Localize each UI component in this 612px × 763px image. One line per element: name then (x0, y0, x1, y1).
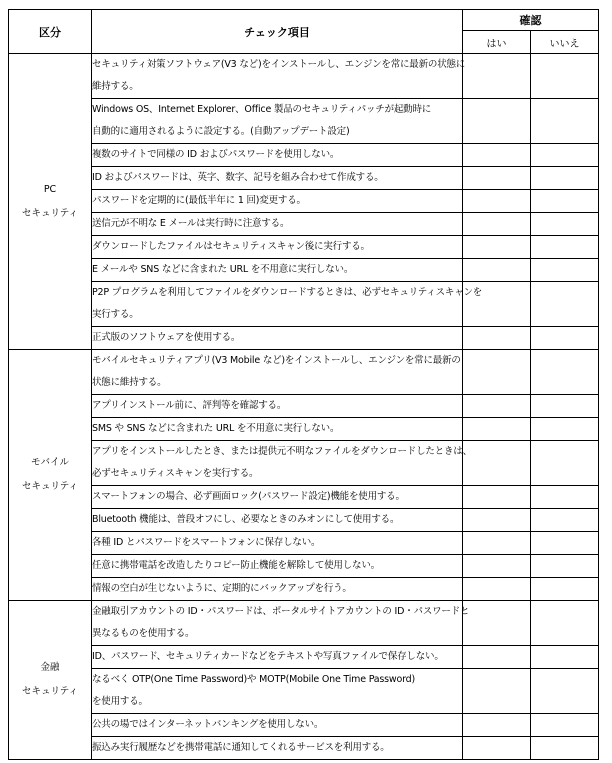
confirm-no-cell[interactable] (531, 509, 599, 532)
check-item-text: ダウンロードしたファイルはセキュリティスキャン後に実行する。 (92, 241, 370, 252)
checklist-row (9, 259, 599, 282)
category-label: PC (43, 183, 57, 195)
check-item-text: ID、パスワード、セキュリティカードなどをテキストや写真ファイルで保存しない。 (92, 651, 444, 662)
check-item-cell (92, 555, 463, 578)
checklist-row (9, 646, 599, 669)
confirm-no-cell[interactable] (531, 486, 599, 509)
confirm-yes-cell[interactable] (463, 167, 531, 190)
check-item-cell (92, 144, 463, 167)
check-item-cell (92, 99, 463, 144)
confirm-no-cell[interactable] (531, 601, 599, 646)
check-item-text: パスワードを定期的に(最低半年に 1 回)変更する。 (92, 195, 306, 206)
confirm-yes-cell[interactable] (463, 532, 531, 555)
check-item-text: 異なるものを使用する。 (92, 628, 195, 639)
check-item-cell (92, 282, 483, 327)
confirm-no-cell[interactable] (531, 327, 599, 350)
confirm-yes-cell[interactable] (463, 395, 531, 418)
check-item-text: P2P プログラムを利用してファイルをダウンロードするときは、必ずセキュリティスキャンを (92, 287, 483, 298)
checklist-row (9, 578, 599, 601)
header-no: いいえ (531, 31, 599, 54)
check-item-text: を使用する。 (92, 696, 148, 707)
confirm-no-cell[interactable] (531, 167, 599, 190)
category-cell (9, 601, 92, 760)
checklist-row (9, 441, 599, 486)
check-item-text: 情報の空白が生じないように、定期的にバックアップを行う。 (92, 583, 352, 594)
confirm-yes-cell[interactable] (463, 714, 531, 737)
check-item-text: モバイルセキュリティアプリ(V3 Mobile など)をインストールし、エンジンを常に最新の (92, 355, 461, 366)
check-item-cell (92, 213, 463, 236)
checklist-row (9, 327, 599, 350)
check-item-text: 正式版のソフトウェアを使用する。 (92, 332, 241, 343)
confirm-yes-cell[interactable] (463, 236, 531, 259)
check-item-text: Bluetooth 機能は、普段オフにし、必要なときのみオンにして使用する。 (92, 514, 400, 525)
check-item-text: 送信元が不明な E メールは実行時に注意する。 (92, 218, 290, 229)
checklist-row (9, 236, 599, 259)
checklist-row (9, 167, 599, 190)
check-item-cell (92, 236, 463, 259)
confirm-no-cell[interactable] (531, 236, 599, 259)
checklist-row (9, 144, 599, 167)
confirm-yes-cell[interactable] (463, 144, 531, 167)
confirm-no-cell[interactable] (531, 646, 599, 669)
check-item-cell (92, 669, 463, 714)
check-item-text: アプリをインストールしたとき、または提供元不明なファイルをダウンロードしたときは、 (92, 446, 472, 457)
check-item-text: 自動的に適用されるように設定する。(自動アップデート設定) (92, 126, 350, 137)
check-item-cell (92, 737, 463, 760)
check-item-cell (92, 190, 463, 213)
confirm-no-cell[interactable] (531, 418, 599, 441)
check-item-text: Windows OS、Internet Explorer、Office 製品のセキュリティパッチが起動時に (92, 104, 432, 115)
check-item-cell (92, 578, 463, 601)
category-cell (9, 350, 92, 601)
checklist-row (9, 190, 599, 213)
checklist-row (9, 601, 599, 646)
category-label: セキュリティ (21, 481, 79, 492)
confirm-no-cell[interactable] (531, 669, 599, 714)
confirm-yes-cell[interactable] (463, 327, 531, 350)
confirm-no-cell[interactable] (531, 259, 599, 282)
header-confirm: 確認 (463, 10, 599, 31)
check-item-text: 維持する。 (92, 81, 139, 92)
confirm-yes-cell[interactable] (463, 669, 531, 714)
checklist-row (9, 213, 599, 236)
confirm-no-cell[interactable] (531, 555, 599, 578)
check-item-text: 振込み実行履歴などを携帯電話に通知してくれるサービスを利用する。 (92, 742, 390, 753)
check-item-cell (92, 601, 470, 646)
check-item-cell (92, 646, 463, 669)
confirm-no-cell[interactable] (531, 578, 599, 601)
category-label: モバイル (30, 457, 69, 468)
check-item-text: 金融取引アカウントの ID・パスワードは、ポータルサイトアカウントの ID・パスワードと (92, 606, 470, 617)
check-item-cell (92, 714, 463, 737)
confirm-yes-cell[interactable] (463, 418, 531, 441)
category-label: セキュリティ (21, 207, 79, 219)
confirm-yes-cell[interactable] (463, 213, 531, 236)
header-yes: はい (463, 31, 531, 54)
check-item-text: 実行する。 (92, 309, 139, 320)
check-item-cell (92, 441, 472, 486)
confirm-yes-cell[interactable] (463, 259, 531, 282)
check-item-text: E メールや SNS などに含まれた URL を不用意に実行しない。 (92, 264, 354, 275)
category-label: セキュリティ (21, 686, 79, 697)
confirm-yes-cell[interactable] (463, 646, 531, 669)
check-item-cell (92, 418, 463, 441)
confirm-yes-cell[interactable] (463, 601, 531, 646)
confirm-yes-cell[interactable] (463, 737, 531, 760)
check-item-text: 状態に維持する。 (92, 377, 167, 388)
check-item-cell (92, 327, 463, 350)
checklist-row (9, 532, 599, 555)
header-category: 区分 (9, 10, 92, 54)
confirm-no-cell[interactable] (531, 213, 599, 236)
confirm-no-cell[interactable] (531, 144, 599, 167)
checklist-row (9, 418, 599, 441)
confirm-no-cell[interactable] (531, 441, 599, 486)
check-item-cell (92, 350, 463, 395)
check-item-cell (92, 509, 463, 532)
checklist-row (9, 555, 599, 578)
confirm-yes-cell[interactable] (463, 486, 531, 509)
confirm-no-cell[interactable] (531, 714, 599, 737)
check-item-text: セキュリティ対策ソフトウェア(V3 など)をインストールし、エンジンを常に最新の状態に (92, 59, 466, 70)
checklist-row (9, 282, 599, 327)
confirm-yes-cell[interactable] (463, 578, 531, 601)
checklist-row (9, 714, 599, 737)
confirm-no-cell[interactable] (531, 99, 599, 144)
confirm-no-cell[interactable] (531, 532, 599, 555)
confirm-no-cell[interactable] (531, 395, 599, 418)
security-checklist-table (8, 9, 599, 760)
check-item-text: 任意に携帯電話を改造したりコピー防止機能を解除して使用しない。 (92, 560, 380, 571)
check-item-text: 必ずセキュリティスキャンを実行する。 (92, 468, 259, 479)
confirm-yes-cell[interactable] (463, 555, 531, 578)
check-item-text: 各種 ID とパスワードをスマートフォンに保存しない。 (92, 537, 321, 548)
check-item-cell (92, 395, 463, 418)
checklist-row (9, 486, 599, 509)
check-item-text: 公共の場ではインターネットバンキングを使用しない。 (92, 719, 324, 730)
check-item-text: なるべく OTP(One Time Password)や MOTP(Mobile One Time Password) (92, 674, 415, 685)
check-item-text: ID およびパスワードは、英字、数字、記号を組み合わせて作成する。 (92, 172, 384, 183)
confirm-yes-cell[interactable] (463, 350, 531, 395)
confirm-yes-cell[interactable] (463, 99, 531, 144)
check-item-cell (92, 532, 463, 555)
category-cell (9, 54, 92, 350)
confirm-no-cell[interactable] (531, 54, 599, 99)
check-item-cell (92, 167, 463, 190)
check-item-cell (92, 486, 463, 509)
confirm-no-cell[interactable] (531, 350, 599, 395)
checklist-row (9, 669, 599, 714)
confirm-yes-cell[interactable] (463, 509, 531, 532)
check-item-text: SMS や SNS などに含まれた URL を不用意に実行しない。 (92, 423, 340, 434)
confirm-no-cell[interactable] (531, 282, 599, 327)
confirm-yes-cell[interactable] (463, 441, 531, 486)
check-item-cell (92, 259, 463, 282)
confirm-yes-cell[interactable] (463, 190, 531, 213)
header-check-item: チェック項目 (92, 10, 463, 54)
checklist-row (9, 395, 599, 418)
category-label: 金融 (40, 662, 60, 673)
checklist-row (9, 737, 599, 760)
checklist-row (9, 509, 599, 532)
confirm-no-cell[interactable] (531, 737, 599, 760)
check-item-text: スマートフォンの場合、必ず画面ロック(パスワード設定)機能を使用する。 (92, 491, 405, 502)
check-item-text: アプリインストール前に、評判等を確認する。 (92, 400, 287, 411)
checklist-row (9, 99, 599, 144)
check-item-text: 複数のサイトで同様の ID およびパスワードを使用しない。 (92, 149, 340, 160)
checklist-row (9, 350, 599, 395)
check-item-cell (92, 54, 466, 99)
confirm-no-cell[interactable] (531, 190, 599, 213)
checklist-row (9, 54, 599, 99)
confirm-yes-cell[interactable] (463, 54, 531, 99)
